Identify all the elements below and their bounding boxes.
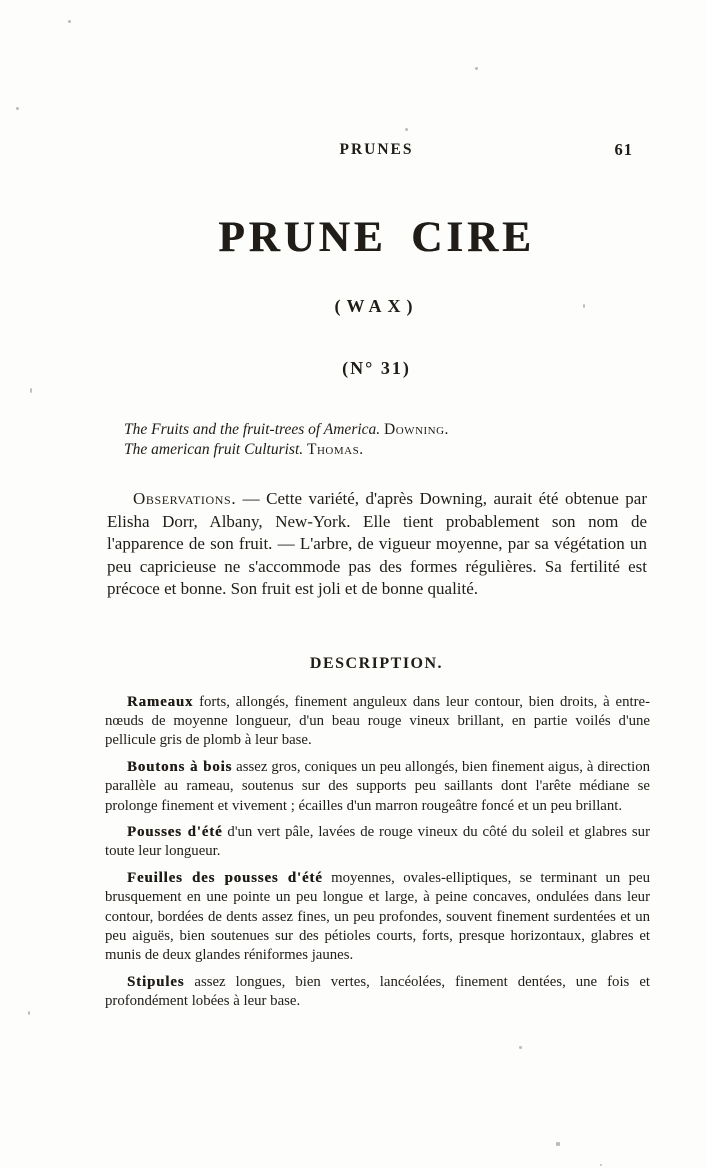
reference-line xyxy=(124,440,449,460)
scan-speck xyxy=(28,1011,30,1015)
reference-line xyxy=(124,420,449,440)
scan-speck xyxy=(475,67,478,70)
paragraph-lead: Stipules xyxy=(127,973,185,990)
section-heading: DESCRIPTION. xyxy=(309,655,444,672)
running-header: PRUNES xyxy=(339,141,414,158)
paragraph-text: assez longues, bien vertes, lancéolées, finement dentées, une fois et profondément lobées à leur base. xyxy=(105,973,650,1009)
observations-lead: Observations. xyxy=(133,489,237,508)
paragraph-lead: Rameaux xyxy=(127,694,194,710)
scan-speck xyxy=(30,388,32,393)
scan-speck xyxy=(519,1046,522,1049)
description-paragraph-stipules xyxy=(105,973,650,1011)
observations-text: — Cette variété, d'après Downing, aurait été obtenue par Elisha Dorr, Albany, New-York. Elle tient probablement son nom de l'apparence de son fruit. — L'arbre, de vigueur moyenne, par sa végétation un peu capricieuse ne s'accommode pas des formes régulières. Sa fertilité est précoce et bonne. Son fruit est joli et de bonne qualité. xyxy=(107,489,647,599)
scan-speck xyxy=(556,1142,560,1146)
description-paragraph-pousses xyxy=(105,823,650,861)
variety-title: PRUNE CIRE xyxy=(218,214,535,261)
reference-title: The american fruit Culturist. xyxy=(124,441,304,458)
bibliographic-references xyxy=(124,420,449,460)
description-section xyxy=(105,693,650,1019)
scan-speck xyxy=(583,304,585,308)
description-paragraph-boutons xyxy=(105,758,650,816)
paragraph-lead: Feuilles des pousses d'été xyxy=(127,870,323,887)
reference-title: The Fruits and the fruit-trees of America. xyxy=(124,421,381,438)
scan-speck xyxy=(68,20,71,23)
paragraph-text: forts, allongés, finement anguleux dans leur contour, bien droits, à entre-nœuds de moyenne longueur, d'un beau rouge vineux brillant, en partie voilés d'une pellicule gris de plomb à leur base. xyxy=(105,694,650,749)
scan-speck xyxy=(405,128,408,131)
paragraph-lead: Boutons à bois xyxy=(127,759,233,776)
variety-number: (N° 31) xyxy=(342,358,411,378)
paragraph-text: moyennes, ovales-elliptiques, se terminant un peu brusquement en une pointe un peu longue et large, à peine concaves, ondulées dans leur contour, bordées de dents assez fines, un peu profondes, souvent finement surdentées et un peu aiguës, bien soutenues sur des pétioles courts, forts, presque horizontaux, glabres et munis de deux glandes réniformes jaunes. xyxy=(105,870,650,963)
description-paragraph-feuilles xyxy=(105,869,650,965)
scan-speck xyxy=(600,1164,602,1166)
paragraph-text: d'un vert pâle, lavées de rouge vineux du côté du soleil et glabres sur toute leur longueur. xyxy=(105,824,650,860)
paragraph-text: assez gros, coniques un peu allongés, bien finement aigus, à direction parallèle au rameau, soutenus sur des supports peu saillants dont l'arête médiane se prolonge finement et vivement ; écailles d'un marron rougeâtre foncé et un peu brillant. xyxy=(105,759,650,814)
variety-subtitle: (WAX) xyxy=(334,296,419,316)
paragraph-lead: Pousses d'été xyxy=(127,824,223,841)
reference-author: Thomas. xyxy=(307,441,364,458)
reference-author: Downing. xyxy=(384,421,449,438)
page-number: 61 xyxy=(614,140,633,159)
scan-speck xyxy=(16,107,19,110)
observations-paragraph xyxy=(107,488,647,601)
description-paragraph-rameaux xyxy=(105,693,650,751)
